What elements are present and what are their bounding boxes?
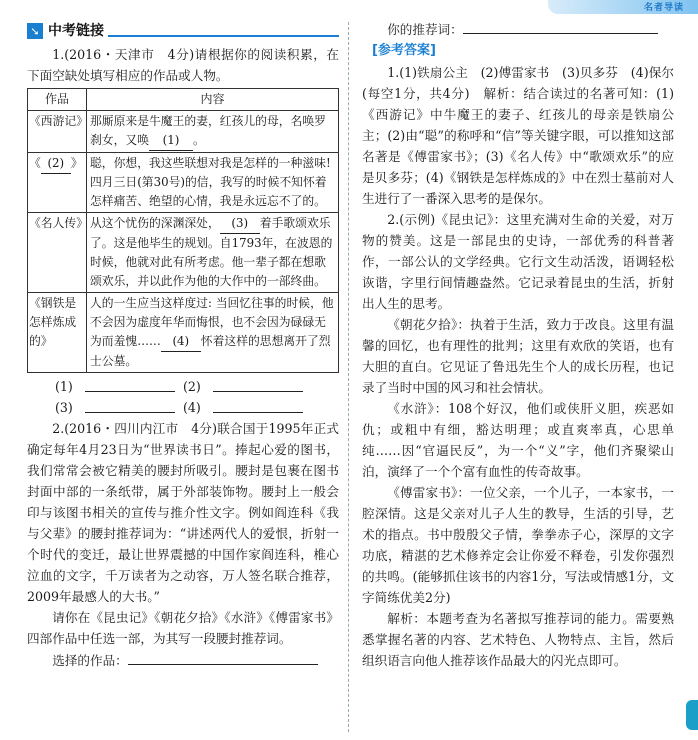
fill-label-4: (4)	[183, 400, 201, 415]
fill-row-2	[27, 397, 339, 418]
answer-2-analysis: 解析：本题考查为名著拟写推荐词的能力。需要熟悉掌握名著的内容、艺术特色、人物特点、主旨，然后组织语言向他人推荐该作品最大的闪光点即可。	[362, 611, 674, 668]
table-row	[28, 213, 339, 293]
section-title: 中考链接	[48, 22, 104, 39]
content-text: 怀着这样的思想离开了烈士公墓。	[90, 334, 331, 368]
content-before: 人的一生应当这样度过: 当回忆往事的时候，他不会因为虚度年华而悔恨，也不会因为碌碌无为而羞愧……	[90, 296, 334, 348]
fill-input-1[interactable]	[85, 376, 175, 392]
work-close: 》	[70, 156, 83, 170]
recommend-line	[362, 18, 674, 40]
blank-2: (2)	[41, 154, 71, 174]
table-row	[28, 153, 339, 213]
choose-input[interactable]	[128, 649, 318, 665]
work-open: 《	[29, 156, 41, 170]
choose-label: 选择的作品：	[52, 653, 128, 668]
answer-1: 1.(1)铁扇公主 (2)傅雷家书 (3)贝多芬 (4)保尔(每空1分，共4分) 解析：结合读过的名著可知：(1)《西游记》中牛魔王的妻子、红孩儿的母亲是铁扇公主；(2)由“聪”的称呼和“信”等关键字眼，可以推知这部名著是《傅雷家书》；(3)《名人传》中“歌颂欢乐”的应是贝多芬；(4)《钢铁是怎样炼成的》中在烈士墓前对人生进行了一番深入思考的是保尔。	[362, 65, 674, 206]
content-cell	[87, 293, 339, 373]
arrow-icon: ➘	[27, 23, 43, 39]
content-text: 着手歌颂欢乐了。这是他毕生的规划。自1793年，在波恩的时候，他就对此有所考虑。他一辈子都在想歌颂欢乐，并以此作为他的大作中的一部终曲。	[90, 216, 333, 288]
fill-label-3: (3)	[55, 400, 73, 415]
work-cell: 《名人传》	[28, 213, 87, 293]
table-row	[28, 111, 339, 153]
left-column	[27, 16, 339, 671]
q2-task: 请你在《昆虫记》《朝花夕拾》《水浒》《傅雷家书》四部作品中任选一部，为其写一段腰封推荐词。	[27, 610, 339, 646]
answer-2-kunchong: 2.(示例)《昆虫记》：这里充满对生命的关爱，对万物的赞美。这是一部昆虫的史诗，一部优秀的科普著作，一部公认的文学经典。它行文生动活泼，语调轻松诙谐，字里行间情趣盎然。它记录着昆虫的生活，折射出人生的思考。	[362, 212, 674, 311]
work-cell: 《钢铁是怎样炼成的》	[28, 293, 87, 373]
table-header-row	[28, 89, 339, 111]
content-after: 。	[193, 133, 205, 147]
header-work: 作品	[28, 89, 87, 111]
blank-1: (1)	[149, 131, 193, 151]
fill-input-3[interactable]	[85, 397, 175, 413]
q2-stem: 2.(2016・四川内江市 4分)联合国于1995年正式确定每年4月23日为“世界读书日”。捧起心爱的图书，我们常常会被它精美的腰封所吸引。腰封是包裹在图书封面中部的一条纸带，属于外部装饰物。腰封上一般会印与该图书相关的宣传与推介性文字。例如阎连科《我与父辈》的腰封推荐词为：“讲述两代人的爱恨，折射一个时代的变迁，最让世界震撼的中国作家阎连科，椎心泣血的文字，千万读者为之动容，万人签名联合推荐，2009年最感人的大书。”	[27, 421, 339, 604]
header-content: 内容	[87, 89, 339, 111]
fill-input-4[interactable]	[213, 397, 303, 413]
answer-key-label: [参考答案]	[372, 43, 436, 58]
section-header	[27, 20, 339, 42]
recommend-input[interactable]	[463, 18, 658, 34]
fill-label-2: (2)	[183, 379, 201, 394]
answer-2-shuihu: 《水浒》：108个好汉，他们或侠肝义胆，疾恶如仇；或粗中有细，豁达明理；或直爽率真，心思单纯……因“官逼民反”，为一个“义”字，他们齐聚梁山泊，演绎了一个个富有血性的传奇故事。	[362, 401, 674, 479]
content-cell: 聪，你想，我这些联想对我是怎样的一种滋味! 四月三日(第30号)的信，我写的时候不知怀着怎样痛苦、绝望的心情，我是永远忘不了的。	[87, 153, 339, 213]
content-text: 那厮原来是牛魔王的妻，红孩儿的母，名唤罗刹女，又唤	[90, 114, 326, 147]
fill-input-2[interactable]	[213, 376, 303, 392]
blank-4: (4)	[161, 332, 201, 352]
q1-stem: 1.(2016・天津市 4分)请根据你的阅读积累，在下面空缺处填写相应的作品或人物。	[27, 47, 339, 83]
content-cell	[87, 111, 339, 153]
q1-table	[27, 88, 339, 373]
fill-label-1: (1)	[55, 379, 73, 394]
blank-3: (3)	[220, 214, 260, 234]
content-cell	[87, 213, 339, 293]
page-edge-tab	[686, 700, 698, 730]
choose-line	[27, 649, 339, 671]
column-divider	[348, 22, 349, 732]
right-column	[362, 16, 674, 671]
answer-2-zhaohua: 《朝花夕拾》：执着于生活，致力于改良。这里有温馨的回忆，也有理性的批判；这里有欢欣的笑语，也有大胆的直白。它见证了鲁迅先生个人的成长历程，也记录了当时中国的风习和社会情状。	[362, 317, 674, 395]
banner-text: 名者导读	[643, 3, 684, 13]
table-row	[28, 293, 339, 373]
recommend-label: 你的推荐词：	[387, 22, 463, 37]
work-cell: 《西游记》	[28, 111, 87, 153]
content-before: 从这个忧伤的深渊深处，	[90, 216, 220, 230]
work-cell	[28, 153, 87, 213]
answer-2-fulei: 《傅雷家书》：一位父亲，一个儿子，一本家书，一腔深情。这是父亲对儿子人生的教导，生活的引导，艺术的指点。书中殷殷父子情，拳拳赤子心，深厚的文字功底，精湛的艺术修养定会让你爱不释卷，引发你强烈的共鸣。(能够抓住该书的内容1分，写法或情感1分，文字简练优美2分)	[362, 485, 674, 605]
fill-row-1	[27, 376, 339, 397]
title-underline	[108, 35, 339, 37]
